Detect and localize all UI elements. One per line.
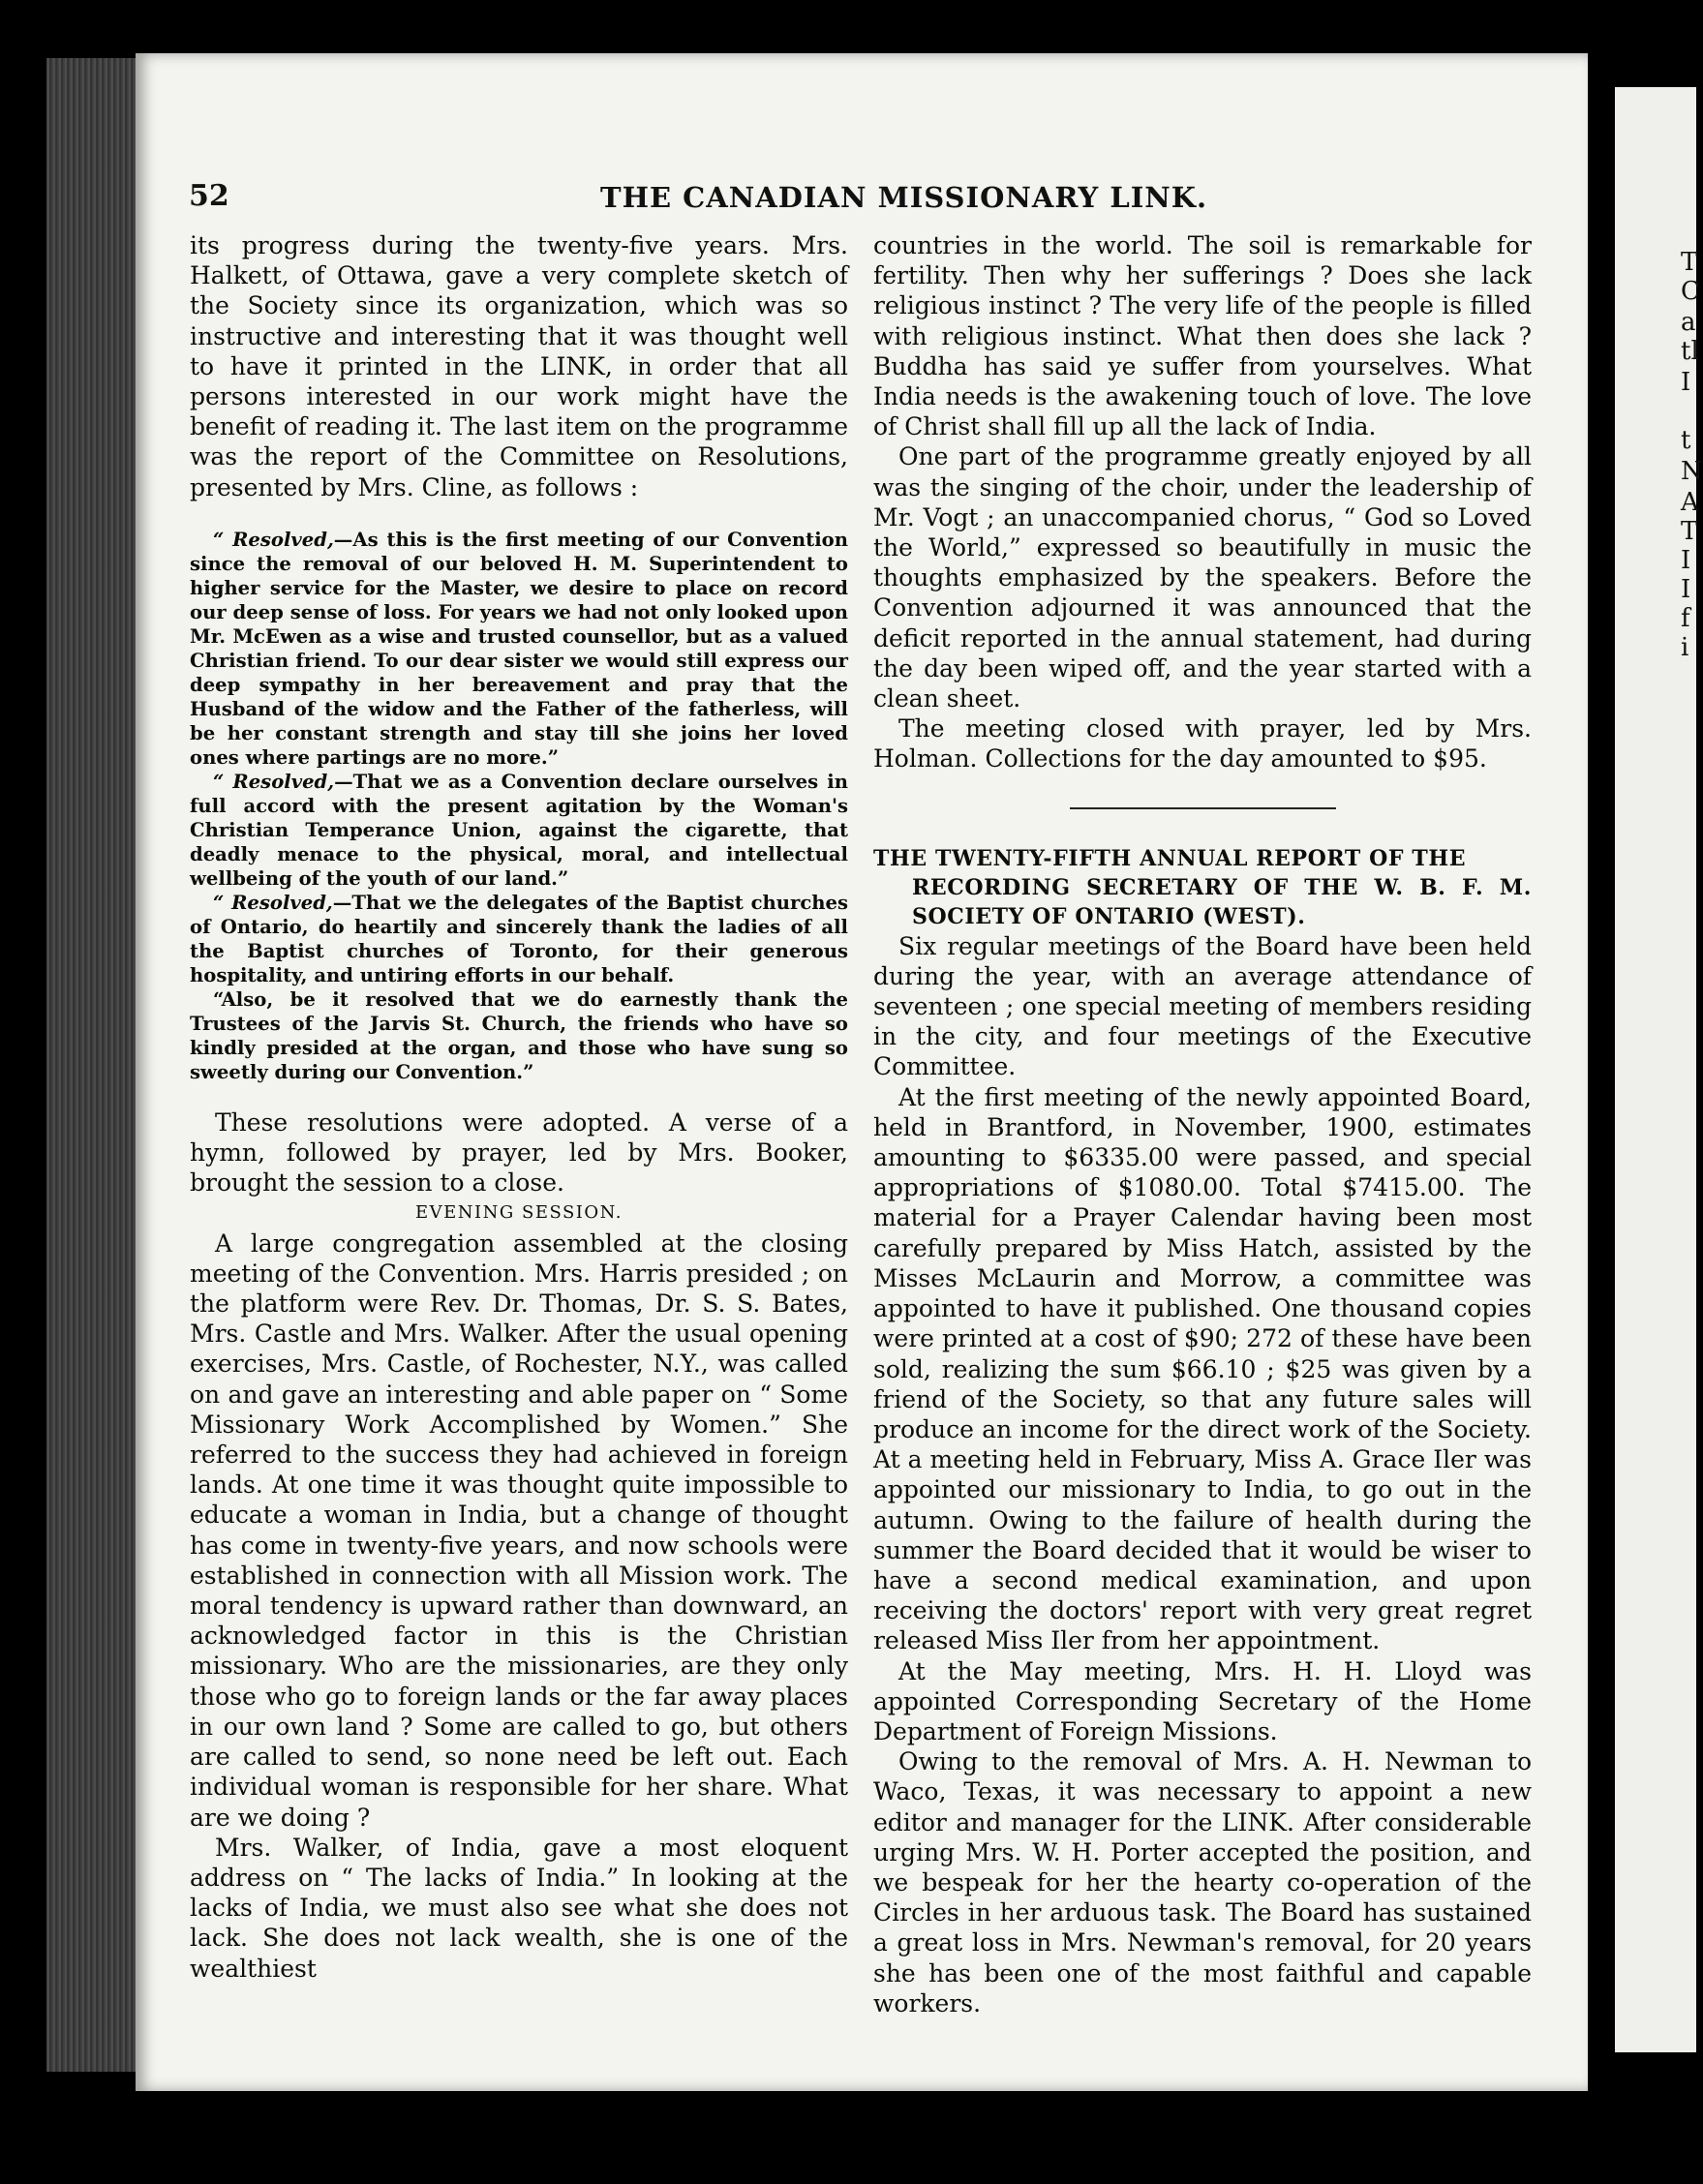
resolution <box>190 770 848 891</box>
adjacent-fragment: tl <box>1681 337 1699 366</box>
adjacent-fragment: N <box>1681 457 1703 486</box>
running-header <box>189 179 1530 218</box>
paragraph: The meeting closed with prayer, led by Mrs. Holman. Collections for the day amounted to $95. <box>873 714 1532 774</box>
adjacent-fragment: t <box>1681 426 1691 455</box>
resolution-text: “Also, be it resolved that we do earnestly thank the Trustees of the Jarvis St. Church, the friends who have so kindly presided at the organ, and those who have sung so sweetly during our Convention.” <box>190 987 848 1083</box>
adjacent-fragment: a <box>1681 308 1696 337</box>
evening-session-heading: EVENING SESSION. <box>415 1202 623 1224</box>
report-title-line: THE TWENTY-FIFTH ANNUAL REPORT OF THE <box>873 845 1467 871</box>
resolution <box>190 528 848 770</box>
resolution-lead: “ Resolved, <box>213 528 334 551</box>
paragraph: Mrs. Walker, of India, gave a most eloquent address on “ The lacks of India.” In looking at the lacks of India, we must also see what she does not lack. She does not lack wealth, she is one of the wealthiest <box>190 1833 848 1983</box>
adjacent-page-edge <box>1615 87 1703 2052</box>
resolution-text: —That we as a Convention declare ourselves in full accord with the present agitation by the Woman's Christian Temperance Union, against the cigarette, that deadly menace to the physical, moral, and intellectual wellbeing of the youth of our land.” <box>190 770 848 890</box>
resolution <box>190 891 848 987</box>
adjacent-fragment: A <box>1681 488 1699 517</box>
adjacent-fragment: T <box>1681 517 1698 546</box>
paragraph: its progress during the twenty-five years. Mrs. Halkett, of Ottawa, gave a very complete sketch of the Society since its organization, which was so instructive and interesting that it was thought well to have it printed in the LINK, in order that all persons interested in our work might have the benefit of reading it. The last item on the programme was the report of the Committee on Resolutions, presented by Mrs. Cline, as follows : <box>190 231 848 501</box>
paragraph: One part of the programme greatly enjoyed by all was the singing of the choir, under the leadership of Mr. Vogt ; an unaccompanied chorus, “ God so Loved the World,” expressed so beautifully in music the thoughts emphasized by the speakers. Before the Convention adjourned it was announced that the deficit reported in the annual statement, had during the day been wiped off, and the year started with a clean sheet. <box>873 442 1532 713</box>
resolution-lead: “ Resolved, <box>213 770 335 793</box>
paragraph: Six regular meetings of the Board have been held during the year, with an average attendance of seventeen ; one special meeting of members residing in the city, and four meetings of the Executive Committee. <box>873 931 1532 1081</box>
adjacent-fragment: I <box>1681 575 1691 604</box>
left-column <box>190 230 848 1984</box>
adjacent-fragment: I <box>1681 546 1691 575</box>
adjacent-fragment: I <box>1681 368 1691 397</box>
adjacent-fragment: T <box>1681 248 1698 277</box>
journal-title: THE CANADIAN MISSIONARY LINK. <box>600 181 1208 214</box>
paragraph: countries in the world. The soil is remarkable for fertility. Then why her sufferings ? Does she lack religious instinct ? The very life of the people is filled with religious instinct. What then does she lack ? Buddha has said ye suffer from yourselves. What India needs is the awakening touch of love. The love of Christ shall fill up all the lack of India. <box>873 231 1532 441</box>
paragraph: At the May meeting, Mrs. H. H. Lloyd was appointed Corresponding Secretary of the Home Department of Foreign Missions. <box>873 1656 1532 1745</box>
resolution-lead: “ Resolved, <box>213 891 333 914</box>
resolution-text: —As this is the first meeting of our Convention since the removal of our beloved H. M. Superintendent to higher service for the Master, we desire to place on record our deep sense of loss. For years we had not only looked upon Mr. McEwen as a wise and trusted counsellor, but as a valued Christian friend. To our dear sister we would still express our deep sympathy in her bereavement and pray that the Husband of the widow and the Father of the fatherless, will be her constant strength and stay till she joins her loved ones where partings are no more.” <box>190 528 848 769</box>
report-section-title <box>873 844 1532 931</box>
adjacent-fragment: C <box>1681 277 1700 306</box>
paragraph: These resolutions were adopted. A verse of a hymn, followed by prayer, led by Mrs. Booker, brought the session to a close. <box>190 1107 848 1198</box>
resolution-text: —That we the delegates of the Baptist churches of Ontario, do heartily and sincerely thank the ladies of all the Baptist churches of Toronto, for their generous hospitality, and untiring efforts in our behalf. <box>190 891 848 986</box>
page-number: 52 <box>189 179 229 213</box>
adjacent-fragment: f <box>1681 604 1690 633</box>
paragraph: Owing to the removal of Mrs. A. H. Newman to Waco, Texas, it was necessary to appoint a new editor and manager for the LINK. After considerable urging Mrs. W. H. Porter accepted the position, and we bespeak for her the hearty co-operation of the Circles in her arduous task. The Board has sustained a great loss in Mrs. Newman's removal, for 20 years she has been one of the most faithful and capable workers. <box>873 1747 1532 2017</box>
right-column <box>873 230 1532 2018</box>
resolutions-block <box>190 528 848 1084</box>
resolution <box>190 987 848 1084</box>
report-title-line: RECORDING SECRETARY OF THE W. B. F. M. SOCIETY OF ONTARIO (WEST). <box>912 874 1532 929</box>
adjacent-fragment: i <box>1681 633 1689 662</box>
paragraph: A large congregation assembled at the closing meeting of the Convention. Mrs. Harris presided ; on the platform were Rev. Dr. Thomas, Dr. S. S. Bates, Mrs. Castle and Mrs. Walker. After the usual opening exercises, Mrs. Castle, of Rochester, N.Y., was called on and gave an interesting and able paper on “ Some Missionary Work Accomplished by Women.” She referred to the success they had achieved in foreign lands. At one time it was thought quite impossible to educate a woman in India, but a change of thought has come in twenty-five years, and now schools were established in connection with all Mission work. The moral tendency is upward rather than downward, an acknowledged factor in this is the Christian missionary. Who are the missionaries, are they only those who go to foreign lands or the far away places in our own land ? Some are called to go, but others are called to send, so none need be left out. Each individual woman is responsible for her share. What are we doing ? <box>190 1228 848 1832</box>
section-divider <box>1070 807 1336 809</box>
paragraph: At the first meeting of the newly appointed Board, held in Brantford, in November, 1900, estimates amounting to $6335.00 were passed, and special appropriations of $1080.00. Total $7415.00. The material for a Prayer Calendar having been most carefully prepared by Miss Hatch, assisted by the Misses McLaurin and Morrow, a committee was appointed to have it published. One thousand copies were printed at a cost of $90; 272 of these have been sold, realizing the sum $66.10 ; $25 was given by a friend of the Society, so that any future sales will produce an income for the direct work of the Society. At a meeting held in February, Miss A. Grace Iler was appointed our missionary to India, to go out in the autumn. Owing to the failure of health during the summer the Board decided that it would be wiser to have a second medical examination, and upon receiving the doctors' report with very great regret released Miss Iler from her appointment. <box>873 1082 1532 1655</box>
